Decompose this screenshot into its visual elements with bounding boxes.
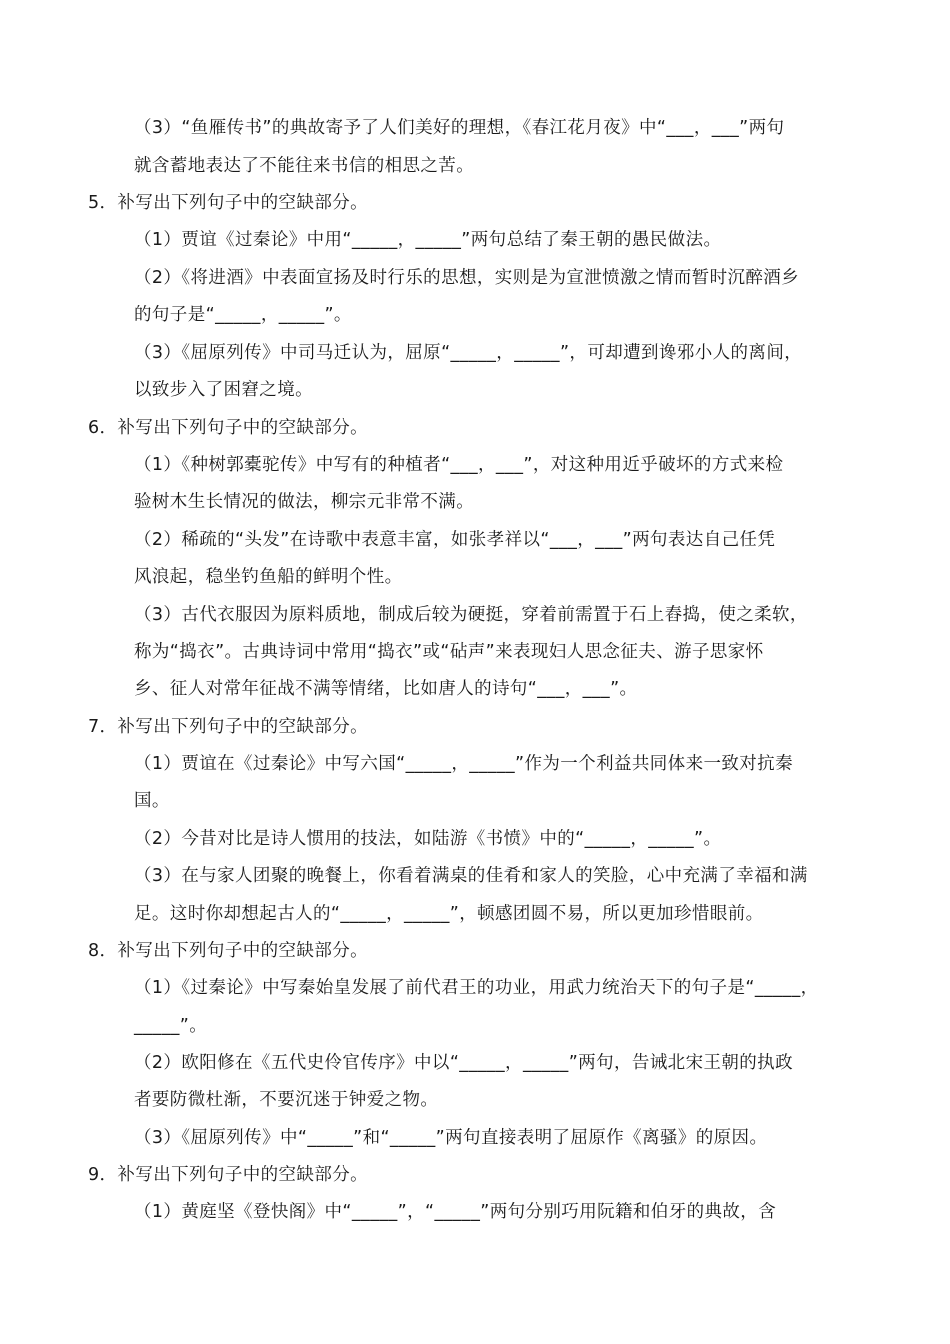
text-line: 足。这时你却想起古人的“_____，_____”，顿感团圆不易，所以更加珍惜眼前。 [134, 904, 764, 924]
question-heading: 6．补写出下列句子中的空缺部分。 [88, 418, 369, 438]
text-line: （1）《种树郭橐驼传》中写有的种植者“___，___”，对这种用近乎破坏的方式来检 [134, 455, 784, 475]
text-line: （3）《屈原列传》中司马迁认为，屈原“_____，_____”，可却遭到谗邪小人的离间， [134, 343, 803, 363]
question-heading: 8．补写出下列句子中的空缺部分。 [88, 941, 369, 961]
text-line: （1）《过秦论》中写秦始皇发展了前代君王的功业，用武力统治天下的句子是“_____， [134, 978, 819, 998]
text-line: 的句子是“_____，_____”。 [134, 305, 352, 325]
text-line: （3）《屈原列传》中“_____”和“_____”两句直接表明了屈原作《离骚》的原因。 [134, 1128, 768, 1148]
text-line: 称为“捣衣”。古典诗词中常用“捣衣”或“砧声”来表现妇人思念征夫、游子思家怀 [134, 642, 764, 662]
text-line: 风浪起，稳坐钓鱼船的鲜明个性。 [134, 567, 403, 587]
text-line: 国。 [134, 791, 170, 811]
text-line: （2）稀疏的“头发”在诗歌中表意丰富，如张孝祥以“___，___”两句表达自己任凭 [134, 530, 776, 550]
question-heading: 9．补写出下列句子中的空缺部分。 [88, 1165, 369, 1185]
text-line: （3）古代衣服因为原料质地，制成后较为硬挺，穿着前需置于石上舂捣，使之柔软， [134, 605, 808, 625]
text-line: （2）今昔对比是诗人惯用的技法，如陆游《书愤》中的“_____，_____”。 [134, 829, 722, 849]
question-heading: 7．补写出下列句子中的空缺部分。 [88, 717, 369, 737]
text-line: 以致步入了困窘之境。 [134, 380, 313, 400]
text-line: _____”。 [134, 1016, 208, 1036]
question-heading: 5．补写出下列句子中的空缺部分。 [88, 193, 369, 213]
text-line: （2）《将进酒》中表面宣扬及时行乐的思想，实则是为宣泄愤激之情而暂时沉醉酒乡 [134, 268, 800, 288]
text-line: 者要防微杜渐，不要沉迷于钟爱之物。 [134, 1090, 439, 1110]
text-line: 就含蓄地表达了不能往来书信的相思之苦。 [134, 156, 475, 176]
text-line: （2）欧阳修在《五代史伶官传序》中以“_____，_____”两句，告诫北宋王朝的执政 [134, 1053, 793, 1073]
text-line: 乡、征人对常年征战不满等情绪，比如唐人的诗句“___，___”。 [134, 679, 638, 699]
text-line: （3）在与家人团聚的晚餐上，你看着满桌的佳肴和家人的笑脸，心中充满了幸福和满 [134, 866, 808, 886]
text-line: （3）“鱼雁传书”的典故寄予了人们美好的理想，《春江花月夜》中“___，___”两句 [134, 118, 785, 138]
text-line: （1）贾谊《过秦论》中用“_____，_____”两句总结了秦王朝的愚民做法。 [134, 230, 722, 250]
text-line: （1）黄庭坚《登快阁》中“_____”，“_____”两句分别巧用阮籍和伯牙的典故，含 [134, 1202, 777, 1222]
text-line: （1）贾谊在《过秦论》中写六国“_____，_____”作为一个利益共同体来一致对抗秦 [134, 754, 793, 774]
text-line: 验树木生长情况的做法，柳宗元非常不满。 [134, 492, 475, 512]
